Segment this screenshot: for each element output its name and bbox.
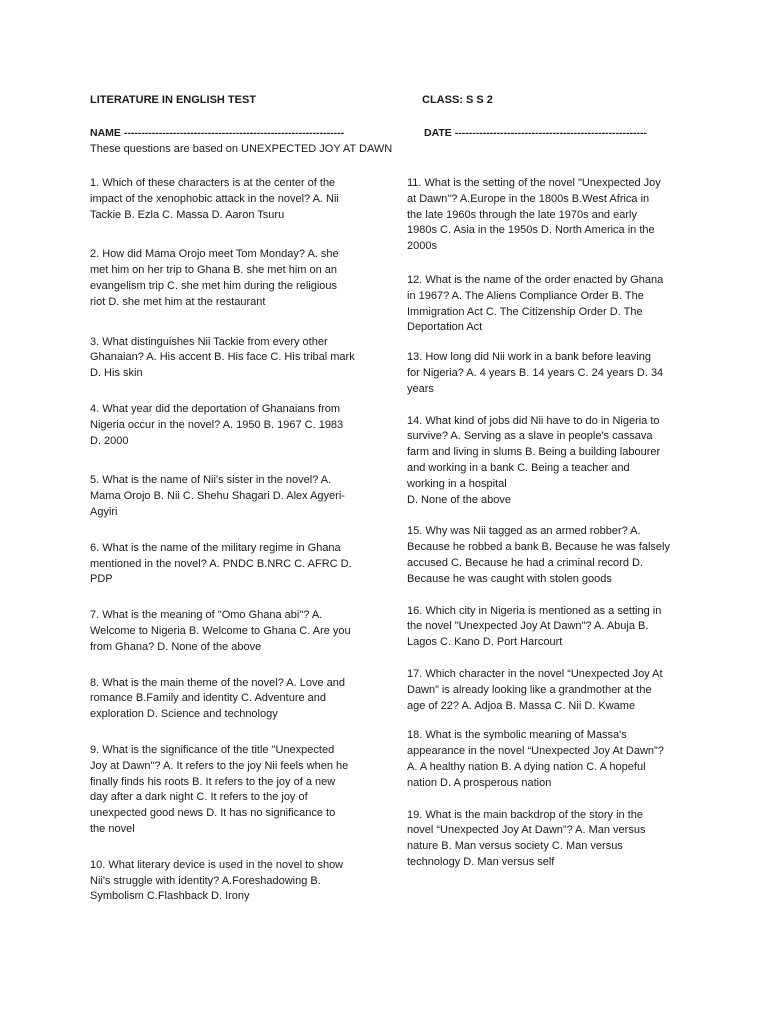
question-line: 1. Which of these characters is at the center of the [90,177,336,189]
question-line: at Dawn"? A.Europe in the 1800s B.West Africa in [407,192,650,205]
question-line: riot D. she met him at the restaurant [90,295,266,308]
question-item [90,541,380,588]
question-line: D. His skin [90,367,143,380]
question-item [90,473,380,520]
question-line: for Nigeria? A. 4 years B. 14 years C. 24 years D. 34 [407,366,664,379]
question-line: Immigration Act C. The Citizenship Order D. The [407,305,643,318]
question-line: met him on her trip to Ghana B. she met him on an [90,264,338,277]
question-line: D. 2000 [90,434,129,447]
question-line: 17. Which character in the novel “Unexpected Joy At [407,667,663,680]
question-item [407,808,697,871]
question-item [407,524,697,587]
question-item [407,350,697,397]
question-line: nation D. A prosperous nation [407,776,552,789]
question-line: 16. Which city in Nigeria is mentioned as a setting in [407,604,662,617]
question-line: 2000s [407,240,437,253]
question-line: nature B. Man versus society C. Man versus [407,840,623,853]
question-item [90,743,380,838]
question-line: 5. What is the name of Nii's sister in the novel? A. [90,474,332,487]
question-line: Nigeria occur in the novel? A. 1950 B. 1967 C. 1983 [90,418,344,431]
question-line: in 1967? A. The Aliens Compliance Order B. The [407,289,644,302]
question-line: age of 22? A. Adjoa B. Massa C. Nii D. Kwame [407,699,636,712]
question-line: Deportation Act [407,321,483,334]
question-item [90,676,380,723]
question-item [407,176,697,255]
question-line: Mama Orojo B. Nii C. Shehu Shagari D. Alex Agyeri- [90,490,345,503]
question-line: day after a dark night C. It refers to the joy of [90,791,308,804]
question-item [407,667,697,714]
question-item [407,414,697,509]
question-line: from Ghana? D. None of the above [90,640,262,653]
question-line: years [407,382,434,395]
question-line: 13. How long did Nii work in a bank before leaving [407,351,651,364]
question-item [407,604,697,651]
question-line: Lagos C. Kano D. Port Harcourt [407,636,563,649]
question-line: Agyiri [90,505,118,518]
question-line: 14. What kind of jobs did Nii have to do in Nigeria to [407,414,660,427]
question-line: PDP [90,573,113,586]
question-line: farm and living in slums B. Being a building labourer [407,446,661,459]
question-line: Dawn” is already looking like a grandmother at the [407,683,652,696]
question-item [407,728,697,791]
question-line: Because he was caught with stolen goods [407,572,612,585]
question-line: 19. What is the main backdrop of the story in the [407,808,644,821]
question-line: Symbolism C.Flashback D. Irony [90,890,250,903]
question-line: the novel [90,822,135,835]
question-line: Nii's struggle with identity? A.Foreshadowing B. [90,874,321,887]
question-line: 15. Why was Nii tagged as an armed robber? A. [407,525,641,538]
question-line: Because he robbed a bank B. Because he was falsely [407,541,670,554]
question-line: 1980s C. Asia in the 1950s D. North America in the [407,224,655,237]
question-line: 3. What distinguishes Nii Tackie from every other [90,335,328,348]
question-line: unexpected good news D. It has no significance to [90,807,336,820]
question-line: 11. What is the setting of the novel "Unexpected Joy [407,177,661,189]
question-line: working in a hospital [407,477,507,490]
intro-text: These questions are based on UNEXPECTED JOY AT DAWN [90,143,393,155]
question-line: exploration D. Science and technology [90,708,278,721]
date-field-label: DATE ------------------------------------------------------- [424,127,648,139]
question-line: 4. What year did the deportation of Ghanaians from [90,402,341,415]
name-field-label: NAME --------------------------------------------------------------- [90,127,345,139]
question-line: the novel "Unexpected Joy At Dawn"? A. Abuja B. [407,620,649,633]
question-line: 8. What is the main theme of the novel? A. Love and [90,676,345,689]
question-line: romance B.Family and identity C. Adventure and [90,692,327,705]
question-item [90,608,380,655]
question-line: survive? A. Serving as a slave in people's cassava [407,430,653,443]
question-line: 6. What is the name of the military regime in Ghana [90,541,341,554]
question-line: and working in a bank C. Being a teacher and [407,461,630,474]
question-item [90,247,380,310]
right-question-column [407,176,697,871]
question-line: impact of the xenophobic attack in the novel? A. Nii [90,192,339,205]
question-line: 18. What is the symbolic meaning of Massa's [407,729,627,742]
question-line: accused C. Because he had a criminal record D. [407,556,644,569]
test-title: LITERATURE IN ENGLISH TEST [90,94,257,106]
question-line: 10. What literary device is used in the novel to show [90,858,344,871]
question-line: 12. What is the name of the order enacted by Ghana [407,273,664,286]
question-line: Tackie B. Ezla C. Massa D. Aaron Tsuru [90,208,285,221]
question-item [407,273,697,336]
question-line: A. A healthy nation B. A dying nation C. A hopeful [407,760,646,773]
question-line: D. None of the above [407,493,511,506]
question-line: mentioned in the novel? A. PNDC B.NRC C. AFRC D. [90,557,352,570]
question-line: evangelism trip C. she met him during the religious [90,279,338,292]
question-line: Welcome to Nigeria B. Welcome to Ghana C. Are you [90,624,351,637]
question-item [90,335,380,382]
question-line: novel “Unexpected Joy At Dawn”? A. Man versus [407,824,646,837]
question-line: Ghanaian? A. His accent B. His face C. His tribal mark [90,351,355,364]
question-line: finally finds his roots B. It refers to the joy of a new [90,775,336,788]
question-item [90,858,380,905]
question-item [90,402,380,449]
question-line: the late 1960s through the late 1970s and early [407,208,637,221]
question-line: Joy at Dawn"? A. It refers to the joy Nii feels when he [90,759,349,772]
question-line: appearance in the novel “Unexpected Joy At Dawn”? [407,745,664,758]
class-label: CLASS: S S 2 [422,94,493,106]
question-line: technology D. Man versus self [407,855,555,868]
question-line: 2. How did Mama Orojo meet Tom Monday? A. she [90,248,339,261]
left-question-column [90,176,380,905]
question-line: 7. What is the meaning of "Omo Ghana abi"? A. [90,609,323,622]
question-line: 9. What is the significance of the title "Unexpected [90,743,335,756]
question-item [90,176,380,223]
